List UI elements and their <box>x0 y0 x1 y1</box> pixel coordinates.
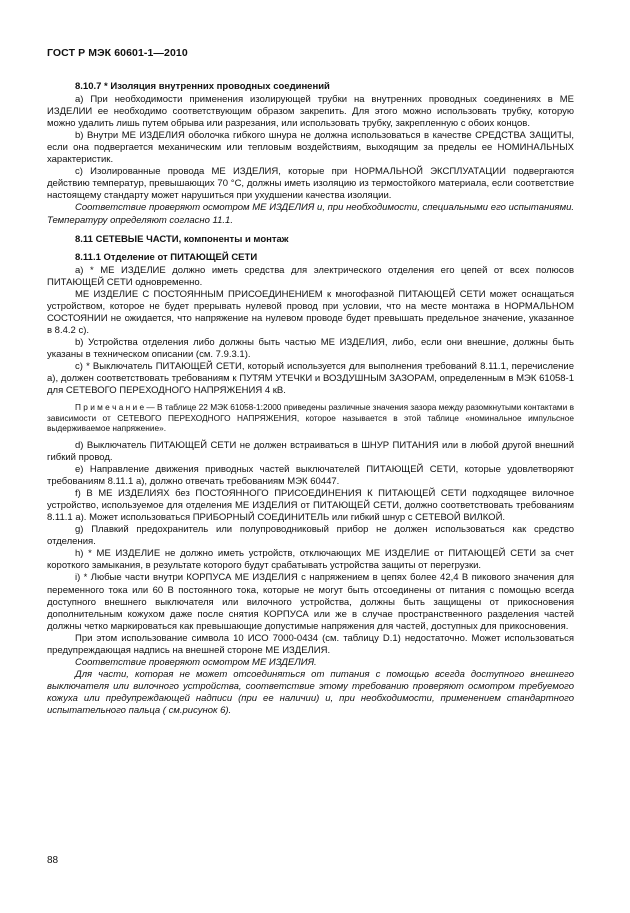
paragraph-f-plug-device: f) В МЕ ИЗДЕЛИЯХ без ПОСТОЯННОГО ПРИСОЕДИНЕНИЯ К ПИТАЮЩЕЙ СЕТИ подходящее вилочное устройство, используемое для отделения МЕ ИЗДЕЛИЯ от ПИТАЮЩЕЙ СЕТИ, должно соответствовать требованиям 8.11.1 а). Может использоваться ПРИБОРНЫЙ СОЕДИНИТЕЛЬ или гибкий шнур с СЕТЕВОЙ ВИЛКОЙ. <box>47 488 574 524</box>
document-body <box>47 80 574 717</box>
section-heading-8-11-1: 8.11.1 Отделение от ПИТАЮЩЕЙ СЕТИ <box>75 251 258 263</box>
section-heading-8-11: 8.11 СЕТЕВЫЕ ЧАСТИ, компоненты и монтаж <box>75 233 289 245</box>
paragraph-d-switch-cord: d) Выключатель ПИТАЮЩЕЙ СЕТИ не должен встраиваться в ШНУР ПИТАНИЯ или в любой другой внешний гибкий провод. <box>47 439 574 463</box>
paragraph-g-fuse: g) Плавкий предохранитель или полупроводниковый прибор не должен использоваться как средство отделения. <box>47 524 574 548</box>
paragraph-b-separation-devices: b) Устройства отделения либо должны быть частью МЕ ИЗДЕЛИЯ, либо, если они внешние, должны быть указаны в техническом описании (см. 7.9.3.1). <box>47 336 574 360</box>
paragraph-i-internal-parts: i) * Любые части внутри КОРПУСА МЕ ИЗДЕЛИЯ с напряжением в цепях более 42,4 В пикового значения для переменного тока или 60 В постоянного тока, которые не могут быть отсоединены от питания с помощью всегда доступного внешнего выключателя или вилочного устройства, должны быть защищены от прикосновения дополнительным кожухом даже после снятия КОРПУСА или же в случае пространственного разделения частей должны четко маркироваться как превышающие допустимые напряжения для частей, доступных для прикосновения. <box>47 572 574 632</box>
page-number: 88 <box>47 855 59 866</box>
document-header: ГОСТ Р МЭК 60601-1—2010 <box>47 47 188 59</box>
compliance-note-2: Соответствие проверяют осмотром МЕ ИЗДЕЛИЯ. <box>75 656 317 668</box>
paragraph-a-tubing: а) При необходимости применения изолирующей трубки на внутренних проводных соединениях в МЕ ИЗДЕЛИИ ее необходимо соответствующим образом закрепить. Для этого можно использовать трубку, которую можно удалить лишь путем обрыва или разрезания, или использовать трубку, закрепленную с обоих концов. <box>47 94 574 130</box>
paragraph-c-insulated-wires: с) Изолированные провода МЕ ИЗДЕЛИЯ, которые при НОРМАЛЬНОЙ ЭКСПЛУАТАЦИИ подвергаются действию температур, превышающих 70 °С, должны иметь изоляцию из термостойкого материала, если соответствие настоящему стандарту может нарушиться при ухудшении качества изоляции. <box>47 166 574 202</box>
section-heading-8-10-7: 8.10.7 * Изоляция внутренних проводных соединений <box>75 81 330 92</box>
paragraph-b-cord-sheath: b) Внутри МЕ ИЗДЕЛИЯ оболочка гибкого шнура не должна использоваться в качестве СРЕДСТВА ЗАЩИТЫ, если она подвергается механическим или тепловым воздействиям, выходящим за пределы ее НОМИНАЛЬНЫХ характеристик. <box>47 130 574 166</box>
compliance-note-1: Соответствие проверяют осмотром МЕ ИЗДЕЛИЯ и, при необходимости, специальными его испытаниями. Температуру определяют согласно 11.1. <box>47 202 574 226</box>
paragraph-c-mains-switch: с) * Выключатель ПИТАЮЩЕЙ СЕТИ, который используется для выполнения требований 8.11.1, перечисление а), должен соответствовать требованиям к ПУТЯМ УТЕЧКИ и ВОЗДУШНЫМ ЗАЗОРАМ, определенным в МЭК 61058-1 для СЕТЕВОГО ПЕРЕХОДНОГО НАПРЯЖЕНИЯ 4 кВ. <box>47 361 574 397</box>
paragraph-h-short-circuit: h) * МЕ ИЗДЕЛИЕ не должно иметь устройств, отключающих МЕ ИЗДЕЛИЕ от ПИТАЮЩЕЙ СЕТИ за счет короткого замыкания, в результате которого будут срабатывать устройства защиты от перегрузки. <box>47 548 574 572</box>
paragraph-e-actuator-direction: е) Направление движения приводных частей выключателей ПИТАЮЩЕЙ СЕТИ, которые удовлетворяют требованиям 8.11.1 а), должно отвечать требованиям МЭК 60447. <box>47 464 574 488</box>
note-table-22: П р и м е ч а н и е — В таблице 22 МЭК 61058-1:2000 приведены различные значения зазора между разомкнутыми контактами в зависимости от СЕТЕВОГО ПЕРЕХОДНОГО НАПРЯЖЕНИЯ, которое называется в этой таблице «номинальное импульсное выдерживаемое напряжение». <box>47 402 574 434</box>
paragraph-permanently-installed: МЕ ИЗДЕЛИЕ С ПОСТОЯННЫМ ПРИСОЕДИНЕНИЕМ к многофазной ПИТАЮЩЕЙ СЕТИ может оснащаться устройством, которое не будет прерывать нулевой провод при условии, что на месте монтажа в НОРМАЛЬНОМ СОСТОЯНИИ не ожидается, что напряжение на нулевом проводе будет превышать предельное значение, указанное в 8.4.2 с). <box>47 288 574 336</box>
paragraph-a-separation: а) * МЕ ИЗДЕЛИЕ должно иметь средства для электрического отделения его цепей от всех полюсов ПИТАЮЩЕЙ СЕТИ одновременно. <box>47 264 574 288</box>
compliance-note-3: Для части, которая не может отсоединяться от питания с помощью всегда доступного внешнего выключателя или вилочного устройства, соответствие этому требованию проверяют осмотром требуемого кожуха или предупреждающей надписи (при ее наличии) и, при необходимости, применением стандартного испытательного пальца ( см.рисунок 6). <box>47 668 574 716</box>
paragraph-symbol-10: При этом использование символа 10 ИСО 7000-0434 (см. таблицу D.1) недостаточно. Может использоваться предупреждающая надпись на внешней стороне МЕ ИЗДЕЛИЯ. <box>47 632 574 656</box>
